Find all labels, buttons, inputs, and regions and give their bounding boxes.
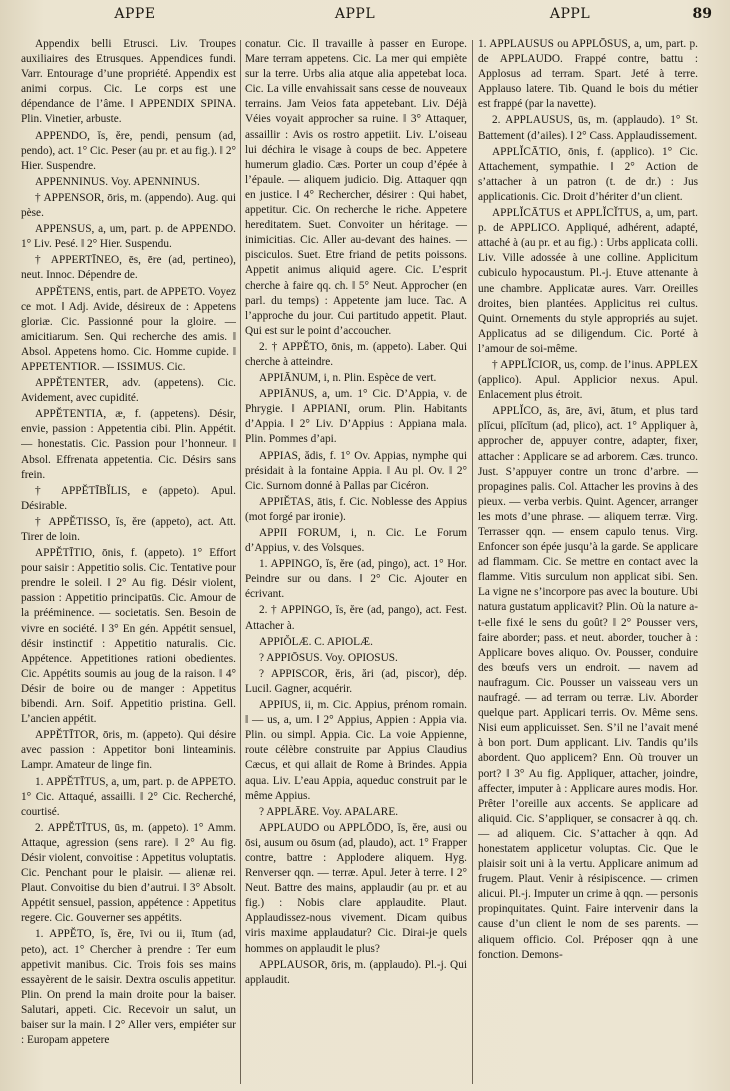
- dictionary-entry: 2. APPĔTĪTUS, ūs, m. (appeto). 1° Amm. Attaque, agression (sens rare). ‖ 2° Au fig. Désir violent, convoitise : Appetitus voluptatis. Cic. Penchant pour le plaisir. — alienæ rei. Plaut. Convoitise du bien d’autrui. ‖ 3° Absolt. Appétit sensuel, passion, appétence : Appetitus regere. Cic. Gouverner ses appétits.: [21, 821, 236, 925]
- dictionary-entry: APPIUS, ii, m. Cic. Appius, prénom romain. ‖ — us, a, um. ‖ 2° Appius, Appien : Appia via. Plin. ou simpl. Appia. Cic. La voie Appienne, route célèbre construite par Appius Claudius Cæcus, et qui allait de Rome à Brindes. Appia aqua. Liv. L’eau Appia, aqueduc construit par le même Appius.: [245, 699, 467, 802]
- dictionary-entry: ? APPLĀRE. Voy. APALARE.: [259, 805, 399, 818]
- page-number: 89: [692, 6, 712, 22]
- dictionary-entry: APPLĬCO, ās, āre, āvi, ātum, et plus tard plĭcui, plĭcĭtum (ad, plico), act. 1° Appliquer à, approcher de, appuyer contre, adapter, fixer, attacher : Applicare se ad arborem. Cæs. trunco. Just. S’appuyer contre un tronc d’arbre. — propagines palis. Col. Attacher les provins à des pieux. — verba verbis. Quint. Agencer, arranger les mots d’une phrase. — aliquem terræ. Virg. Terrasser qqn. — ensem capulo tenus. Virg. Enfoncer son épée jusqu’à la garde. Se applicare ad flammam. Cic. Se mettre en contact avec la flamme. Vitis surculum non applicat sibi. Sen. La vigne ne s’incorpore pas avec la bouture. Ubi natura gustatum applicavit? Plin. Où la nature a-t-elle fixé le sens du goût? ‖ 2° Pousser vers, faire aborder; pass. et neut. aborder, toucher à : Applicare boves aliquo. Ov. Pousser, conduire des bœufs vers un endroit. — navem ad naufragum. Cic. Pousser un vaisseau vers un naufragé. — ad terram ou terræ. Liv. Aborder quelque part. Applicari terris. Ov. Même sens. Nisi eum applicuisset. Sen. S’il ne l’avait mené à bon port. Dum applicant. Liv. Tandis qu’ils abordent. Quo applicem? Enn. Où trouver un port? ‖ 3° Au fig. Appliquer, attacher, joindre, affecter, imputer à : Applicare aures modis. Hor. Prêter l’oreille aux accents. Se applicare ad aliquid. Cic. S’appliquer, se consacrer à qq. ch. — ad aliquem. Cic. S’attacher à qqn. Ad honestatem applicetur voluptas. Cic. Que le plaisir soit uni à la vertu. Applicare animum ad frugem. Plaut. Venir à résipiscence. — crimen alicui. Pl.-j. Imputer un crime à qqn. — personis propinquitates. Quint. Faire intervenir dans la cause d’un client le nom de ses parents. — aliquem officio. Col. Préposer qqn à une fonction. Demons-: [478, 405, 698, 961]
- dictionary-entry: † APPENSOR, ōris, m. (appendo). Aug. qui pèse.: [21, 191, 236, 220]
- dictionary-entry: APPLĬCĀTIO, ōnis, f. (applico). 1° Cic. Attachement, sympathie. ‖ 2° Action de s’attacher à un patron (t. de dr.) : Jus applicationis. Cic. Droit d’hériter d’un client.: [478, 145, 698, 203]
- dictionary-entry: APPII FORUM, i, n. Cic. Le Forum d’Appius, v. des Volsques.: [245, 527, 467, 555]
- dictionary-entry: APPĔTENTIA, æ, f. (appetens). Désir, envie, passion : Appetentia cibi. Plin. Appétit. — honestatis. Cic. Passion pour l’honneur. ‖ Absol. Effrenata appetentia. Cic. Désirs sans frein.: [21, 408, 236, 481]
- dictionary-entry: APPĔTĪTIO, ōnis, f. (appeto). 1° Effort pour saisir : Appetitio solis. Cic. Tentative pour prendre le soleil. ‖ 2° Au fig. Désir violent, passion : Appetitio principatūs. Cic. Amour de la prééminence. — societatis. Sen. Besoin de vivre en société. ‖ 3° En gén. Appétit sensuel, désir instinctif : Appetitio naturalis. Cic. Appétence. Appetitiones rationi obedientes. Cic. Appétits soumis au joug de la raison. ‖ 4° Désir de boire ou de manger : Appetitus bibendi. Arn. Soif. Appetitio pristina. Gell. L’ancien appétit.: [21, 547, 236, 726]
- dictionary-entry: APPIŎLÆ. C. APIOLÆ.: [259, 635, 373, 648]
- dictionary-entry: APPIAS, ădis, f. 1° Ov. Appias, nymphe qui présidait à la fontaine Appia. ‖ Au pl. Ov. ‖ 2° Cic. Surnom donné à Pallas par Cicéron.: [245, 449, 467, 492]
- dictionary-entry: APPENDO, ĭs, ĕre, pendi, pensum (ad, pendo), act. 1° Cic. Peser (au pr. et au fig.). ‖ 2° Hier. Suspendre.: [21, 129, 236, 172]
- column-1: [21, 37, 236, 1087]
- header-left-guideword: APPE: [114, 6, 156, 22]
- dictionary-entry: 2. † APPĔTO, ōnis, m. (appeto). Laber. Qui cherche à atteindre.: [245, 340, 467, 368]
- header-right-guideword: APPL: [549, 6, 591, 22]
- running-header: [0, 6, 730, 30]
- dictionary-entry: ? APPIŌSUS. Voy. OPIOSUS.: [259, 651, 398, 664]
- dictionary-entry: APPIĀNUS, a, um. 1° Cic. D’Appia, v. de Phrygie. ‖ APPIANI, orum. Plin. Habitants d’Appia. ‖ 2° Liv. D’Appius : Appiana mala. Plin. Pommes d’api.: [245, 388, 467, 446]
- column-rule-right: [472, 40, 473, 1084]
- column-3: [478, 37, 698, 1087]
- dictionary-entry: APPIĔTAS, ātis, f. Cic. Noblesse des Appius (mot forgé par ironie).: [245, 495, 467, 523]
- dictionary-entry: ? APPISCOR, ĕris, ări (ad, piscor), dép. Lucil. Gagner, acquérir.: [245, 667, 467, 695]
- dictionary-entry: 1. APPINGO, ĭs, ĕre (ad, pingo), act. 1° Hor. Peindre sur ou dans. ‖ 2° Cic. Ajouter en écrivant.: [245, 558, 467, 601]
- dictionary-entry: APPĔTENTER, adv. (appetens). Cic. Avidement, avec cupidité.: [21, 377, 236, 405]
- dictionary-entry: APPĔTĪTOR, ōris, m. (appeto). Qui désire avec passion : Appetitor boni linteaminis. Lampr. Amateur de linge fin.: [21, 729, 236, 772]
- column-rule-left: [240, 40, 241, 1084]
- dictionary-entry: APPENSUS, a, um, part. p. de APPENDO. 1° Liv. Pesé. ‖ 2° Hier. Suspendu.: [21, 223, 236, 251]
- dictionary-entry: conatur. Cic. Il travaille à passer en Europe. Mare terram appetens. Cic. La mer qui empiète sur la terre. Urbs alia atque alia appetebat loca. Cic. La ville envahissait sans cesse de nouveaux terrains. Jam Veios fata appetebant. Liv. Déjà Véies voyait approcher sa ruine. ‖ 3° Attaquer, assaillir : Avis os rostro appetiit. Liv. L’oiseau lui déchira le visage à coups de bec. Appetere humerum gladio. Cæs. Porter un coup d’épée à l’épaule. — aliquem judicio. Dig. Attaquer qqn en justice. ‖ 4° Rechercher, désirer : Qui habet, appetitur. Cic. On recherche le riche. Appetere hereditatem. Suet. Convoiter un héritage. — inimicitias. Cic. Aller au-devant des haines. — pisciculos. Suet. Etre friand de petits poissons. Appetit animus aliquid agere. Cic. L’esprit cherche à faire qq. ch. ‖ 5° Neut. Approcher (en parl. du temps) : Appetente jam luce. Tac. A l’approche du jour. Cui partitudo appetit. Plaut. Qui est sur le point d’accoucher.: [245, 38, 467, 337]
- dictionary-entry: APPIĀNUM, i, n. Plin. Espèce de vert.: [259, 372, 437, 385]
- dictionary-entry: † APPĔTISSO, ĭs, ĕre (appeto), act. Att. Tirer de loin.: [21, 515, 236, 543]
- dictionary-entry: 2. APPLAUSUS, ūs, m. (applaudo). 1° St. Battement (d’ailes). ‖ 2° Cass. Applaudissement.: [478, 114, 698, 142]
- dictionary-entry: 1. APPĔTĪTUS, a, um, part. p. de APPETO. 1° Cic. Attaqué, assailli. ‖ 2° Cic. Recherché, courtisé.: [21, 775, 236, 818]
- dictionary-entry: APPLĬCĀTUS et APPLĬCĬTUS, a, um, part. p. de APPLICO. Appliqué, adhérent, adapté, attaché à (au pr. et au fig.) : Urbs applicata colli. Liv. Ville adossée à une colline. Applicitum cubiculo hypocaustum. Pl.-j. Etuve attenante à une chambre. Applicatæ aures. Varr. Oreilles droites, bien plantées. Applicitus rei cultus. Quint. Ornements du style appropriés au sujet. Applicatus ad se diligendum. Cic. Porté à l’amour de soi-même.: [478, 207, 698, 355]
- dictionary-entry: 1. APPLAUSUS ou APPLŌSUS, a, um, part. p. de APPLAUDO. Frappé contre, battu : Applosus ad terram. Spart. Jeté à terre. Applauso latere. Tib. Quand le bois du métier est frappé (par la navette).: [478, 38, 698, 111]
- header-center-guideword: APPL: [334, 6, 376, 22]
- dictionary-entry: Appendix belli Etrusci. Liv. Troupes auxiliaires des Etrusques. Appendices fundi. Varr. Entourage d’une propriété. Appendix est animi corpus. Cic. Le corps est une dépendance de l’âme. ‖ APPENDIX SPINA. Plin. Vinetier, arbuste.: [21, 38, 236, 126]
- dictionary-entry: APPLAUDO ou APPLŌDO, ĭs, ĕre, ausi ou ōsi, ausum ou ōsum (ad, plaudo), act. 1° Frapper contre, battre : Applodere aliquem. Hyg. Renverser qqn. — terræ. Apul. Jeter à terre. ‖ 2° Neut. Battre des mains, applaudir (au pr. et au fig.) : Nobis clare applaudite. Plaut. Applaudissez-nous vivement. Dicam quibus viris maxime applaudatur? Cic. Dirai-je quels hommes on applaudit le plus?: [245, 821, 467, 955]
- column-2: [245, 37, 467, 1087]
- dictionary-entry: 1. APPĔTO, ĭs, ĕre, īvi ou ii, ītum (ad, peto), act. 1° Chercher à prendre : Ter eum appetivit manibus. Cic. Trois fois ses mains essayèrent de le saisir. Dextra osculis appetitur. Plin. On prend la main droite pour la baiser. Salutari, appeti. Cic. Recevoir un salut, un baiser sur la main. ‖ 2° Aller vers, empiéter sur : Europam appetere: [21, 928, 236, 1047]
- dictionary-entry: † APPERTĪNEO, ēs, ēre (ad, pertineo), neut. Innoc. Dépendre de.: [21, 254, 236, 282]
- dictionary-entry: APPLAUSOR, ōris, m. (applaudo). Pl.-j. Qui applaudit.: [245, 958, 467, 986]
- dictionary-entry: APPENNINUS. Voy. APENNINUS.: [35, 175, 200, 188]
- dictionary-entry: † APPĔTĪBĬLIS, e (appeto). Apul. Désirable.: [21, 484, 236, 512]
- dictionary-entry: 2. † APPINGO, ĭs, ĕre (ad, pango), act. Fest. Attacher à.: [245, 604, 467, 632]
- dictionary-entry: † APPLĬCIOR, us, comp. de l’inus. APPLEX (applico). Apul. Applicior nexus. Apul. Enlacement plus étroit.: [478, 358, 698, 402]
- dictionary-entry: APPĔTENS, entis, part. de APPETO. Voyez ce mot. ‖ Adj. Avide, désireux de : Appetens gloriæ. Cic. Passionné pour la gloire. — amicitiarum. Sen. Qui recherche des amis. ‖ Absol. Appetens homo. Cic. Homme cupide. ‖ APPETENTIOR. — ISSIMUS. Cic.: [21, 285, 236, 373]
